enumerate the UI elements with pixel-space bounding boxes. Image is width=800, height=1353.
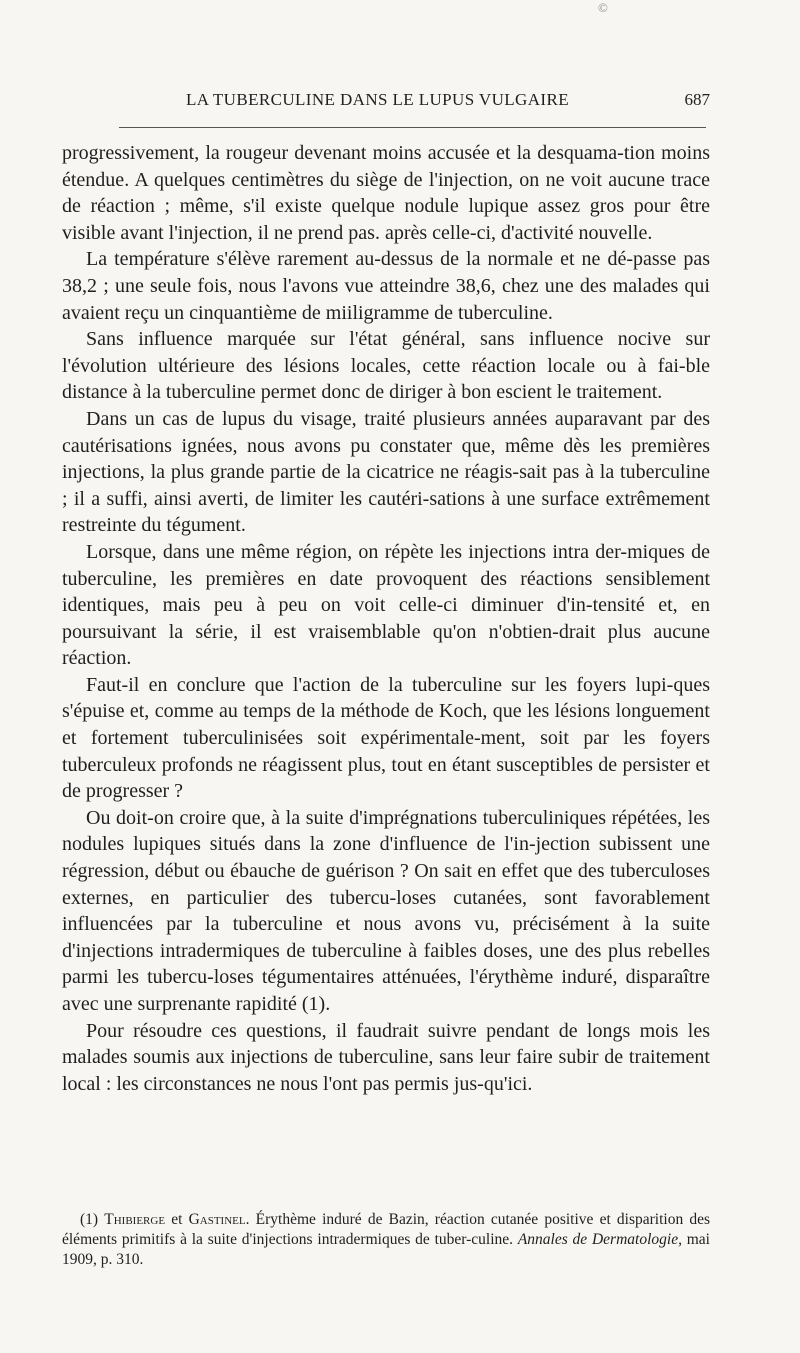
running-title: LA TUBERCULINE DANS LE LUPUS VULGAIRE xyxy=(186,90,569,109)
page xyxy=(62,0,710,1353)
running-header xyxy=(62,90,710,112)
paragraph: Faut-il en conclure que l'action de la tuberculine sur les foyers lupi-ques s'épuise et, comme au temps de la méthode de Koch, que les lésions longuement et fortement tuberculinisées soit expérimentale-ment, soit par les foyers tuberculeux profonds ne réagissent plus, tout en étant susceptibles de persister et de progresser ? xyxy=(62,673,710,803)
paragraph: Sans influence marquée sur l'état général, sans influence nocive sur l'évolution ultérieure des lésions locales, cette réaction locale ou à fai-ble distance à la tuberculine permet donc de diriger à bon escient le traitement. xyxy=(62,328,710,404)
corner-mark: © xyxy=(598,0,608,15)
paragraph: La température s'élève rarement au-dessus de la normale et ne dé-passe pas 38,2 ; une seule fois, nous l'avons vue atteindre 38,6, chez une des malades qui avaient reçu un cinquantième de miiligramme de tuberculine. xyxy=(62,248,710,324)
paragraph: Pour résoudre ces questions, il faudrait suivre pendant de longs mois les malades soumis aux injections de tuberculine, sans leur faire subir de traitement local : les circonstances ne nous l'ont pas permis jus-qu'ici. xyxy=(62,1019,710,1095)
page-number: 687 xyxy=(684,90,710,109)
paragraph: Lorsque, dans une même région, on répète les injections intra der-miques de tuberculine, les premières en date provoquent des réactions sensiblement identiques, mais peu à peu on voit celle-ci diminuer d'in-tensité et, en poursuivant la série, il est vraisemblable qu'on n'obtien-drait plus aucune réaction. xyxy=(62,540,710,670)
footnote-journal: Annales de Dermatologie, xyxy=(517,1231,682,1248)
footnote-text: Érythème induré de Bazin, réaction cutanée positive et disparition des éléments primitifs à la suite d'injections intradermiques de tuber-culine. xyxy=(62,1211,711,1248)
footnote-conjunction: et xyxy=(171,1211,183,1228)
paragraph: progressivement, la rougeur devenant moins accusée et la desquama-tion moins étendue. A quelques centimètres du siège de l'injection, on ne voit aucune trace de réaction ; même, s'il existe quelque nodule lupique assez gros pour être visible avant l'injection, il ne prend pas. après celle-ci, d'activité nouvelle. xyxy=(62,142,710,244)
body-text xyxy=(62,140,710,1097)
paragraph: Ou doit-on croire que, à la suite d'imprégnations tuberculiniques répétées, les nodules lupiques situés dans la zone d'influence de l'in-jection subissent une régression, début ou ébauche de guérison ? On sait en effet que des tuberculoses externes, en particulier des tubercu-loses cutanées, sont favorablement influencées par la tuberculine et nous avons vu, précisément à la suite d'injections intradermiques de tuberculine à faibles doses, une des plus rebelles parmi les tubercu-loses tégumentaires atténuées, l'érythème induré, disparaître avec une surprenante rapidité (1). xyxy=(62,806,710,1015)
footnote-author: Gastinel. xyxy=(188,1211,250,1228)
footnote-citation: mai 1909, p. 310. xyxy=(62,1231,710,1268)
footnote-marker: (1) xyxy=(80,1211,99,1228)
header-rule xyxy=(119,127,706,128)
paragraph: Dans un cas de lupus du visage, traité plusieurs années auparavant par des cautérisations ignées, nous avons pu constater que, même dès les premières injections, la plus grande partie de la cicatrice ne réagis-sait pas à la tuberculine ; il a suffi, ainsi averti, de limiter les cautéri-sations à une surface extrêmement restreinte du tégument. xyxy=(62,407,710,537)
footnote-author: Thibierge xyxy=(104,1211,166,1228)
footnote xyxy=(62,1210,710,1270)
